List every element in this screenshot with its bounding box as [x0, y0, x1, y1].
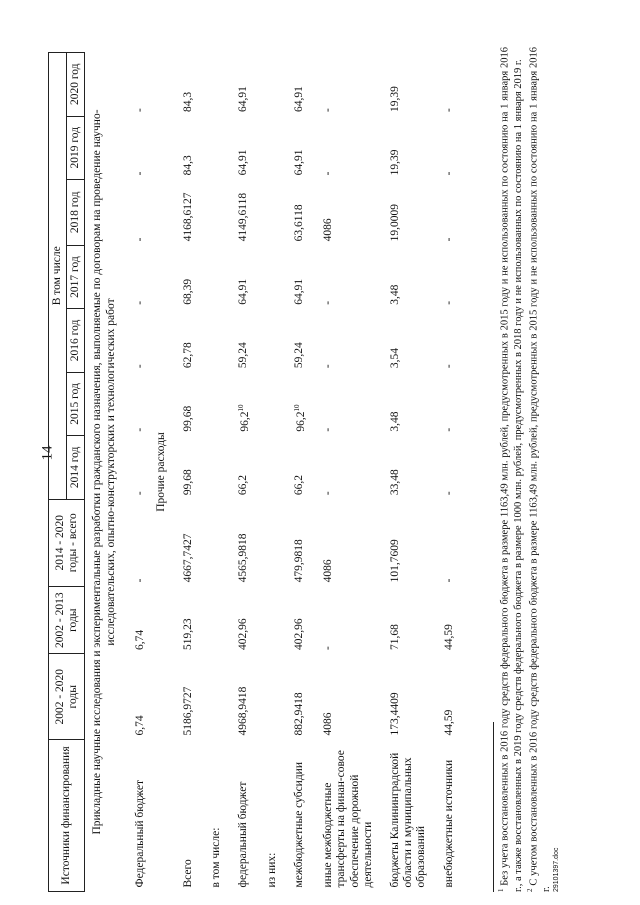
cell-y2019: -	[322, 171, 335, 176]
cell-y2016: 59,24	[293, 342, 306, 369]
row-label: федеральный бюджет	[236, 781, 249, 888]
cell-y2020: -	[322, 108, 335, 113]
cell-y2018: -	[442, 237, 455, 242]
cell-total	[256, 654, 283, 740]
cell-y2016: -	[322, 364, 335, 369]
cell-y2016: 3,54	[388, 348, 401, 369]
cell-y2014: 99,68	[182, 469, 195, 496]
cell-y2018	[200, 179, 227, 245]
cell-y2019	[256, 116, 283, 179]
cell-early: 402,96	[293, 618, 306, 650]
cell-y2016: -	[133, 364, 146, 369]
table-row	[124, 53, 151, 892]
cell-early: -	[322, 646, 335, 650]
row-label: иные межбюджетные трансферты на финан-совое обеспечение дорожной деятельности	[322, 750, 374, 888]
cell-y2014	[256, 436, 283, 499]
cell-y2017: 64,91	[293, 278, 306, 305]
cell-y2017: -	[322, 300, 335, 305]
cell-y2018: 63,6118	[293, 204, 306, 242]
cell-y2018: 4168,6127	[182, 192, 195, 242]
cell-y2016: 62,78	[182, 342, 195, 369]
header-year: 2014 год	[67, 436, 85, 499]
cell-mid: 101,7609	[388, 539, 401, 583]
cell-y2018: 4149,6118	[236, 192, 249, 242]
cell-y2020: -	[133, 108, 146, 113]
header-year: 2019 год	[67, 116, 85, 179]
row-label: из них:	[265, 852, 278, 888]
cell-mid: -	[133, 578, 146, 583]
cell-early: 402,96	[236, 618, 249, 650]
cell-mid: 4565,9818	[236, 533, 249, 583]
row-label: Федеральный бюджет	[133, 780, 146, 888]
cell-y2014: -	[133, 491, 146, 496]
cell-y2016	[256, 309, 283, 372]
cell-early	[200, 586, 227, 654]
cell-y2014	[200, 436, 227, 499]
cell-early	[256, 586, 283, 654]
row-label: бюджеты Калининградской области и муниципальных образований	[388, 752, 428, 888]
cell-y2015	[200, 372, 227, 436]
cell-y2014: -	[322, 491, 335, 496]
table-row	[283, 53, 312, 892]
cell-y2015: -	[322, 427, 335, 432]
header-total: 2002 - 2020 годы	[49, 654, 85, 740]
footnote-2: $^2$ С учетом восстановленных в 2016 году средств федерального бюджета в размере 1163,49 млн. рублей, предусмотренных в 2015 году и не использованных по состоянию на 1 января 2016 г.	[525, 46, 553, 892]
cell-y2016: 59,24	[236, 342, 249, 369]
cell-y2018: 19,0009	[388, 203, 401, 242]
cell-y2014: 33,48	[388, 469, 401, 496]
cell-y2015: 96,2$^{10}$	[293, 404, 307, 432]
cell-y2014: -	[442, 491, 455, 496]
cell-mid: 4086	[322, 559, 335, 583]
footnote-rule	[493, 722, 494, 892]
cell-y2015: 96,2$^{10}$	[236, 404, 251, 432]
table-row	[312, 53, 379, 892]
cell-total: 5186,9727	[182, 686, 195, 736]
cell-early: 71,68	[388, 624, 401, 650]
cell-y2019	[200, 116, 227, 179]
header-year: 2017 год	[67, 245, 85, 308]
cell-y2020: 19,39	[388, 86, 401, 113]
cell-mid: 4667,7427	[182, 533, 195, 583]
cell-mid	[200, 499, 227, 586]
table-row	[227, 53, 256, 892]
row-label: внебюджетные источники	[442, 759, 455, 888]
cell-total: 4968,9418	[236, 686, 249, 736]
cell-y2020: 64,91	[236, 86, 249, 113]
cell-y2020	[256, 53, 283, 117]
header-year: 2020 год	[67, 53, 85, 117]
cell-y2019: -	[133, 171, 146, 176]
cell-y2016: -	[442, 364, 455, 369]
row-label: межбюджетные субсидии	[293, 762, 306, 888]
cell-y2019: -	[442, 171, 455, 176]
cell-early: 6,74	[133, 629, 146, 650]
cell-y2019: 19,39	[388, 149, 401, 176]
cell-y2016	[200, 309, 227, 372]
cell-y2015: 3,48	[388, 411, 401, 432]
page-number: 14	[39, 445, 56, 461]
cell-y2015: -	[133, 427, 146, 432]
document-reference: 29101397.doc	[553, 847, 560, 892]
table-row	[256, 53, 283, 892]
header-year: 2016 год	[67, 309, 85, 372]
cell-y2018: 4086	[322, 218, 335, 242]
cell-y2020: 84,3	[182, 91, 195, 113]
cell-y2017: -	[133, 300, 146, 305]
cell-y2017	[256, 245, 283, 308]
cell-y2018: -	[133, 237, 146, 242]
row-label: Всего	[182, 859, 195, 888]
section-title: Прикладные научные исследования и экспериментальные разработки гражданского назначения, выполняемые по договорам на проведение научно-исследовательских, опытно-конструкторских и технологических работ	[91, 109, 117, 835]
header-early: 2002 - 2013 годы	[49, 586, 85, 654]
table-row	[379, 53, 433, 892]
cell-y2019: 64,91	[236, 149, 249, 176]
header-including: В том числе	[49, 53, 67, 500]
cell-mid: -	[442, 578, 455, 583]
cell-mid	[256, 499, 283, 586]
table-row	[172, 53, 199, 892]
footnote-1: $^1$ Без учета восстановленных в 2016 году средств федерального бюджета в размере 1163,49 млн. рублей, предусмотренных в 2015 году и не использованных по состоянию на 1 января 2016 г., а также восстановленных в 2019 году средств федерального бюджета в размере 1000 млн. рублей, предусмотренных в 2018 году и не использованных по состоянию на 1 января 2019 г.	[497, 47, 524, 892]
other-expenses-heading: Прочие расходы	[155, 432, 168, 512]
footnotes	[493, 47, 555, 892]
cell-y2014: 66,2	[293, 474, 306, 496]
cell-y2017: 64,91	[236, 278, 249, 305]
cell-y2020	[200, 53, 227, 117]
cell-y2020: -	[442, 108, 455, 113]
cell-y2015: 99,68	[182, 405, 195, 432]
cell-y2017	[200, 245, 227, 308]
cell-y2020: 64,91	[293, 86, 306, 113]
cell-y2018	[256, 179, 283, 245]
table-row	[200, 53, 227, 892]
header-year: 2015 год	[67, 372, 85, 436]
cell-total: 44,59	[442, 709, 455, 736]
cell-total: 6,74	[133, 715, 146, 736]
cell-y2017: 3,48	[388, 284, 401, 305]
cell-early: 44,59	[442, 624, 455, 650]
header-mid: 2014 - 2020 годы - всего	[49, 499, 85, 586]
header-year: 2018 год	[67, 179, 85, 245]
rotated-page-content	[48, 12, 568, 892]
row-label: в том числе:	[209, 827, 222, 888]
cell-y2014: 66,2	[236, 474, 249, 496]
cell-y2015: -	[442, 427, 455, 432]
header-source: Источники финансирования	[49, 739, 85, 891]
cell-total	[200, 654, 227, 740]
cell-total: 882,9418	[293, 692, 306, 736]
cell-total: 4086	[322, 712, 335, 736]
cell-mid: 479,9818	[293, 539, 306, 583]
cell-y2017: -	[442, 300, 455, 305]
cell-y2019: 64,91	[293, 149, 306, 176]
financing-table	[48, 52, 460, 892]
cell-y2015	[256, 372, 283, 436]
cell-total: 173,4409	[388, 692, 401, 736]
table-row	[433, 53, 460, 892]
cell-y2017: 68,39	[182, 278, 195, 305]
cell-y2019: 84,3	[182, 155, 195, 176]
cell-early: 519,23	[182, 618, 195, 650]
